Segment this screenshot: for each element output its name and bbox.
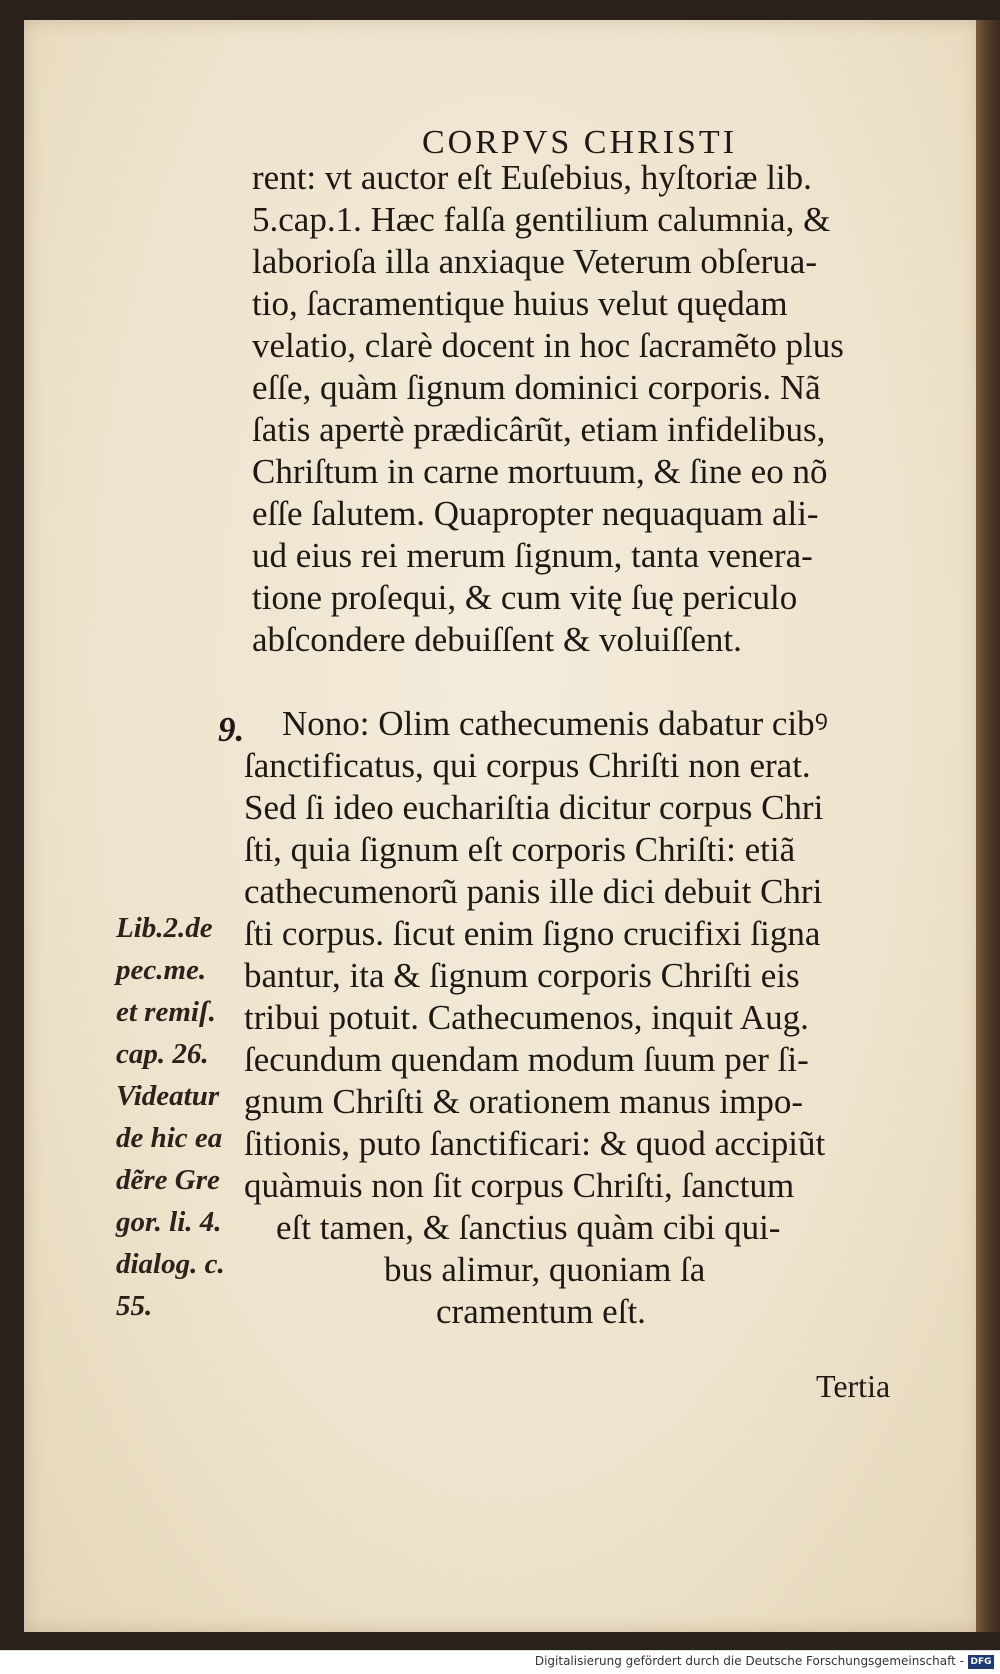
- text-line: laborioſa illa anxiaque Veterum obſerua-: [252, 242, 817, 281]
- text-line: eſſe ſalutem. Quapropter nequaquam ali-: [252, 494, 819, 533]
- text-line: 5.cap.1. Hæc falſa gentilium calumnia, &: [252, 200, 831, 239]
- margin-line: pec.me.: [116, 954, 207, 986]
- footer-bar: [0, 1650, 1000, 1674]
- text-line: bantur, ita & ſignum corporis Chriſti eis: [244, 956, 800, 995]
- margin-line: Videatur: [116, 1080, 220, 1112]
- section-number: 9.: [218, 710, 245, 749]
- text-line: Nono: Olim cathecumenis dabatur cibꝰ: [282, 704, 828, 743]
- text-line: quàmuis non ſit corpus Chriſti, ſanctum: [244, 1166, 795, 1205]
- catchword: Tertia: [816, 1368, 891, 1404]
- margin-line: dẽre Gre: [116, 1164, 220, 1196]
- margin-line: de hic ea: [116, 1122, 223, 1154]
- text-line: cathecumenorũ panis ille dici debuit Chri: [244, 872, 823, 911]
- text-line: rent: vt auctor eſt Euſebius, hyſtoriæ lib.: [252, 158, 812, 197]
- text-line: eſſe, quàm ſignum dominici corporis. Nã: [252, 368, 821, 407]
- text-line: tio, ſacramentique huius velut quędam: [252, 284, 788, 323]
- text-line: Sed ſi ideo euchariſtia dicitur corpus Chri: [244, 788, 824, 827]
- text-line: bus alimur, quoniam ſa: [384, 1250, 706, 1289]
- margin-line: dialog. c.: [116, 1248, 225, 1280]
- text-line: ſitionis, puto ſanctificari: & quod accipiũt: [244, 1124, 826, 1163]
- text-line: tribui potuit. Cathecumenos, inquit Aug.: [244, 998, 809, 1037]
- text-line: tione proſequi, & cum vitę ſuę periculo: [252, 578, 798, 617]
- running-head: CORPVS CHRISTI: [422, 124, 738, 161]
- footer-credit: Digitalisierung gefördert durch die Deutsche Forschungsgemeinschaft -: [534, 1654, 964, 1668]
- text-line: ſti corpus. ſicut enim ſigno crucifixi ſigna: [244, 914, 821, 953]
- text-line: ſti, quia ſignum eſt corporis Chriſti: etiã: [244, 830, 796, 869]
- margin-line: gor. li. 4.: [116, 1206, 222, 1238]
- margin-line: cap. 26.: [116, 1038, 209, 1070]
- text-line: ſatis apertè prædicârũt, etiam infidelibus,: [252, 410, 826, 449]
- dfg-logo[interactable]: DFG: [968, 1655, 994, 1669]
- text-line: ud eius rei merum ſignum, tanta venera-: [252, 536, 813, 575]
- text-line: cramentum eſt.: [436, 1292, 646, 1331]
- text-line: eſt tamen, & ſanctius quàm cibi qui-: [276, 1208, 781, 1247]
- text-line: abſcondere debuiſſent & voluiſſent.: [252, 620, 742, 659]
- page-edge: [976, 20, 1000, 1632]
- text-line: ſanctificatus, qui corpus Chriſti non erat.: [244, 746, 811, 785]
- text-line: velatio, clarè docent in hoc ſacramẽto plus: [252, 326, 844, 365]
- text-line: Chriſtum in carne mortuum, & ſine eo nõ: [252, 452, 828, 491]
- margin-line: 55.: [116, 1290, 153, 1322]
- margin-line: Lib.2.de: [116, 912, 213, 944]
- text-line: ſecundum quendam modum ſuum per ſi-: [244, 1040, 809, 1079]
- margin-line: et remiſ.: [116, 996, 216, 1028]
- text-line: gnum Chriſti & orationem manus impo-: [244, 1082, 803, 1121]
